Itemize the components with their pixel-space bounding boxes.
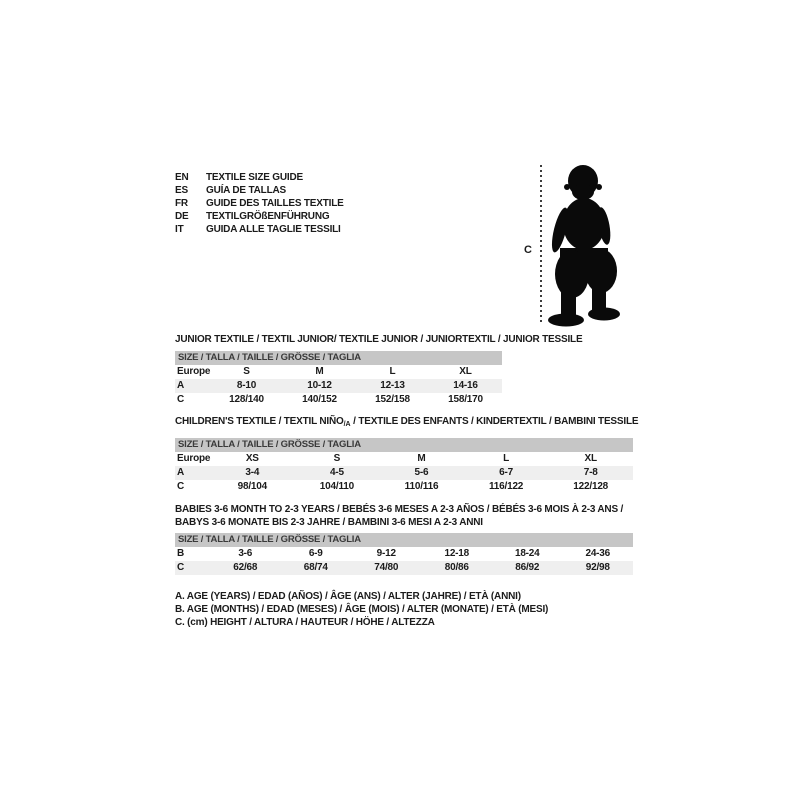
table-cell: 9-12 bbox=[376, 548, 396, 559]
babies-textile-table bbox=[175, 503, 633, 575]
table-cell: XS bbox=[245, 453, 259, 464]
size-header-bar: SIZE / TALLA / TAILLE / GRÖSSE / TAGLIA bbox=[175, 351, 502, 365]
measure-c-label: C bbox=[524, 244, 532, 256]
childrens-textile-table bbox=[175, 415, 639, 494]
table-cell: 128/140 bbox=[229, 394, 264, 405]
table-cell: 86/92 bbox=[515, 562, 540, 573]
table-cell: XL bbox=[584, 453, 597, 464]
table-cell: 3-4 bbox=[245, 467, 260, 478]
table-cell: 12-13 bbox=[380, 380, 405, 391]
table-title-line1: BABIES 3-6 MONTH TO 2-3 YEARS / BEBÉS 3-6 MESES A 2-3 AÑOS / BÉBÉS 3-6 MOIS À 2-3 ANS / bbox=[175, 504, 624, 515]
table-cell: 80/86 bbox=[444, 562, 469, 573]
row-label: A bbox=[177, 467, 185, 478]
table-cell: 98/104 bbox=[237, 481, 267, 492]
table-cell: 24-36 bbox=[585, 548, 611, 559]
table-row-b bbox=[175, 547, 633, 561]
lang-row-es bbox=[175, 184, 344, 197]
table-cell: 74/80 bbox=[374, 562, 399, 573]
row-label: Europe bbox=[177, 453, 211, 464]
measurement-figure bbox=[524, 160, 636, 332]
lang-row-de bbox=[175, 210, 344, 223]
lang-row-fr bbox=[175, 197, 344, 210]
table-cell: S bbox=[243, 366, 250, 377]
size-header-bar: SIZE / TALLA / TAILLE / GRÖSSE / TAGLIA bbox=[175, 533, 633, 547]
row-label: Europe bbox=[177, 366, 211, 377]
table-cell: 4-5 bbox=[329, 467, 344, 478]
table-row-c bbox=[175, 561, 633, 575]
table-cell: XL bbox=[459, 366, 472, 377]
table-title bbox=[175, 415, 639, 431]
lang-text: TEXTILGRÖßENFÜHRUNG bbox=[206, 211, 330, 222]
title-subscript: /A bbox=[343, 421, 351, 428]
table-cell: 110/116 bbox=[404, 481, 439, 492]
table-cell: L bbox=[389, 366, 396, 377]
lang-text: GUÍA DE TALLAS bbox=[206, 185, 286, 196]
lang-code: IT bbox=[175, 224, 184, 235]
lang-code: EN bbox=[175, 172, 189, 183]
table-cell: 3-6 bbox=[238, 548, 253, 559]
table-cell: 92/98 bbox=[585, 562, 610, 573]
table-title: JUNIOR TEXTILE / TEXTIL JUNIOR/ TEXTILE JUNIOR / JUNIORTEXTIL / JUNIOR TESSILE bbox=[175, 334, 583, 345]
table-row-c bbox=[175, 393, 502, 407]
table-cell: M bbox=[315, 366, 324, 377]
table-cell: 62/68 bbox=[233, 562, 258, 573]
table-cell: 122/128 bbox=[573, 481, 609, 492]
lang-text: TEXTILE SIZE GUIDE bbox=[206, 172, 303, 183]
lang-code: ES bbox=[175, 185, 188, 196]
size-header-bar: SIZE / TALLA / TAILLE / GRÖSSE / TAGLIA bbox=[175, 438, 633, 452]
lang-code: DE bbox=[175, 211, 189, 222]
lang-row-it bbox=[175, 223, 344, 236]
table-cell: 10-12 bbox=[307, 380, 332, 391]
legend-line-c: C. (cm) HEIGHT / ALTURA / HAUTEUR / HÖHE / ALTEZZA bbox=[175, 617, 435, 628]
lang-code: FR bbox=[175, 198, 188, 209]
table-cell: S bbox=[333, 453, 341, 464]
table-cell: M bbox=[417, 453, 426, 464]
table-cell: 104/110 bbox=[319, 481, 354, 492]
table-row-a bbox=[175, 379, 502, 393]
table-title bbox=[175, 503, 633, 529]
table-cell: 152/158 bbox=[375, 394, 410, 405]
row-label: A bbox=[177, 380, 185, 391]
table-row-europe bbox=[175, 452, 633, 466]
table-cell: 6-7 bbox=[499, 467, 513, 478]
measurement-legend bbox=[175, 590, 548, 629]
table-cell: 8-10 bbox=[236, 380, 257, 391]
table-cell: 12-18 bbox=[444, 548, 470, 559]
row-label: C bbox=[177, 562, 185, 573]
table-cell: 68/74 bbox=[303, 562, 328, 573]
table-row-a bbox=[175, 466, 633, 480]
junior-textile-table bbox=[175, 333, 583, 407]
title-prefix: CHILDREN'S TEXTILE / TEXTIL NIÑO bbox=[175, 416, 344, 427]
toddler-silhouette-icon bbox=[546, 164, 631, 328]
table-cell: 14-16 bbox=[453, 380, 478, 391]
lang-text: GUIDE DES TAILLES TEXTILE bbox=[206, 198, 344, 209]
table-cell: 18-24 bbox=[514, 548, 540, 559]
language-guide bbox=[175, 171, 344, 236]
table-cell: 140/152 bbox=[302, 394, 337, 405]
table-cell: 7-8 bbox=[583, 467, 598, 478]
legend-line-b: B. AGE (MONTHS) / EDAD (MESES) / ÂGE (MOIS) / ALTER (MONATE) / ETÀ (MESI) bbox=[175, 604, 549, 615]
table-cell: 116/122 bbox=[488, 481, 524, 492]
table-cell: 6-9 bbox=[308, 548, 323, 559]
height-measure-dashed-line bbox=[540, 165, 542, 325]
row-label: B bbox=[177, 548, 185, 559]
lang-text: GUIDA ALLE TAGLIE TESSILI bbox=[206, 224, 341, 235]
table-cell: 5-6 bbox=[414, 467, 429, 478]
row-label: C bbox=[177, 481, 185, 492]
table-row-europe bbox=[175, 365, 502, 379]
legend-line-a: A. AGE (YEARS) / EDAD (AÑOS) / ÂGE (ANS) / ALTER (JAHRE) / ETÀ (ANNI) bbox=[175, 591, 521, 602]
table-cell: L bbox=[503, 453, 510, 464]
title-suffix: / TEXTILE DES ENFANTS / KINDERTEXTIL / BAMBINI TESSILE bbox=[350, 416, 639, 427]
row-label: C bbox=[177, 394, 185, 405]
table-row-c bbox=[175, 480, 633, 494]
table-cell: 158/170 bbox=[448, 394, 483, 405]
table-title-line2: BABYS 3-6 MONATE BIS 2-3 JAHRE / BAMBINI 3-6 MESI A 2-3 ANNI bbox=[175, 517, 483, 528]
lang-row-en bbox=[175, 171, 344, 184]
